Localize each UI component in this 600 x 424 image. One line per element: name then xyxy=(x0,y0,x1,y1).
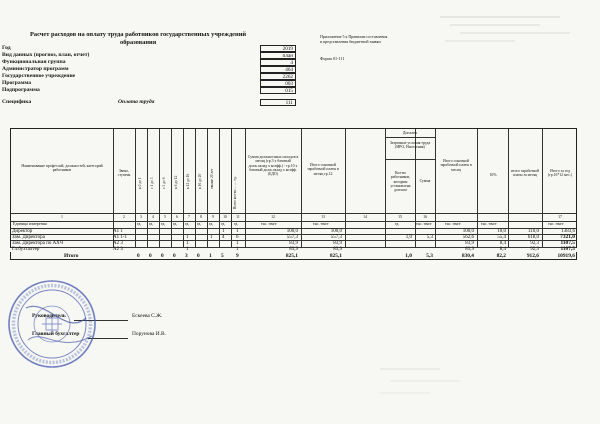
row-salary: 83,9 xyxy=(289,240,298,246)
total-pct: 82,2 xyxy=(496,252,506,259)
unit-cell: ед. xyxy=(185,221,190,226)
unit-cell: тыс. тенге xyxy=(445,221,461,226)
units-label: Единица измерения xyxy=(13,221,47,226)
th-extra-group: Доплаты xyxy=(402,131,418,135)
unit-cell: тыс. тенге xyxy=(548,221,564,226)
field-value-program: 003 xyxy=(260,80,296,87)
row-main: 100,0 xyxy=(462,228,474,234)
signature-role-accountant: Главный бухгалтер xyxy=(32,331,80,337)
signature-role-director: Руководитель xyxy=(32,313,66,319)
row-name: Гл.бухгалтер xyxy=(12,246,40,252)
field-label-specifics: Специфика xyxy=(2,99,32,105)
row-c11: 1 xyxy=(236,240,239,246)
total-label: Итого xyxy=(64,252,79,259)
th-name: Наименование профессий, должностей, категорий работников xyxy=(21,164,103,173)
row-c11: 6 xyxy=(236,234,239,240)
row-base: 557,3 xyxy=(330,234,342,240)
row-total: 110,0 xyxy=(527,228,539,234)
row-c10: 1 xyxy=(222,228,225,234)
th-cat-5: к 12 до 16 xyxy=(186,173,190,189)
field-label-institution: Государственное учреждение xyxy=(2,73,76,79)
col-num-16: 16 xyxy=(423,215,427,219)
col-num-11: 11 xyxy=(236,215,240,219)
unit-cell: ед. xyxy=(197,221,202,226)
col-num-9: 9 xyxy=(212,215,214,219)
unit-cell: тыс. тенге xyxy=(261,221,277,226)
row-c7: 1 xyxy=(186,246,189,252)
bleed-through-text xyxy=(380,360,470,410)
th-total-salary: итого заработной платы за месяц xyxy=(510,169,540,178)
row-salary: 557,3 xyxy=(286,234,298,240)
row-name: Зам. Директора xyxy=(12,234,45,240)
unit-cell: тыс. тенге xyxy=(313,221,329,226)
appendix-note: Приложение 5 к Правилам составления и представления бюджетной заявки xyxy=(320,34,388,44)
col-num-15: 15 xyxy=(398,215,402,219)
row-count: 1,0 xyxy=(405,234,412,240)
row-base: 83,9 xyxy=(333,240,342,246)
total-val: 9 xyxy=(236,252,239,259)
row-total: 92,3 xyxy=(530,246,539,252)
th-cat-1: к 0 до 1 xyxy=(138,177,142,189)
unit-cell: тыс. тенге xyxy=(481,221,497,226)
field-value-year: 2019 xyxy=(260,45,296,52)
field-value-specifics: 111 xyxy=(260,99,296,106)
official-stamp-icon xyxy=(6,278,98,370)
field-value-institution: 2262 xyxy=(260,73,296,80)
col-num-13: 13 xyxy=(321,215,325,219)
total-val: 3 xyxy=(185,252,188,259)
th-main-total: Итого основной заработной платы в месяц xyxy=(440,159,472,172)
total-val: 0 xyxy=(149,252,152,259)
total-base: 825,1 xyxy=(329,252,342,259)
row-base: 100,0 xyxy=(330,228,342,234)
total-val: 0 xyxy=(137,252,140,259)
row-c11: 1 xyxy=(236,246,239,252)
row-total: 92,3 xyxy=(530,240,539,246)
field-value-data-type: план xyxy=(260,52,296,59)
row-grade: А2 3 xyxy=(113,246,123,252)
field-label-subprogram: Подпрограмма xyxy=(2,87,40,93)
field-label-func-group: Функциональная группа xyxy=(2,59,66,65)
row-c7: 1 xyxy=(186,234,189,240)
th-annual: Итого за год (гр.16*12 мес.) xyxy=(547,169,573,178)
th-percent: 10% xyxy=(489,173,497,177)
doc-title-line2: образования xyxy=(120,39,157,46)
th-cat-3: с 3 до 6 xyxy=(162,177,166,189)
th-cat-4: к 6 до 12 xyxy=(174,175,178,189)
col-num-5: 5 xyxy=(164,215,166,219)
total-val: 0 xyxy=(173,252,176,259)
total-salary-month: 912,6 xyxy=(526,252,539,259)
col-num-17: 17 xyxy=(558,215,562,219)
row-base: 83,9 xyxy=(333,246,342,252)
col-num-10: 10 xyxy=(223,215,227,219)
th-sum: Сумма xyxy=(419,179,431,183)
row-main: 83,9 xyxy=(465,240,474,246)
total-annual: 10919,6 xyxy=(557,252,575,259)
col-num-6: 6 xyxy=(176,215,178,219)
unit-cell: ед. xyxy=(161,221,166,226)
row-sum: 5,3 xyxy=(426,234,433,240)
field-value-subprogram: 015 xyxy=(260,87,296,94)
doc-title: Расчет расходов на оплату труда работников государственных учреждений xyxy=(30,31,247,38)
unit-cell: ед. xyxy=(395,221,400,226)
row-grade: А1 1-1 xyxy=(113,234,128,240)
col-num-7: 7 xyxy=(188,215,190,219)
signature-name-director: Ескеева С.Ж. xyxy=(132,313,163,319)
row-name: Зам. Директора по АХЧ xyxy=(12,240,64,246)
row-main: 83,9 xyxy=(465,246,474,252)
row-annual: 7321,0 xyxy=(560,233,575,240)
field-label-program: Программа xyxy=(2,80,32,86)
row-salary: 83,9 xyxy=(289,246,298,252)
bleed-through-text xyxy=(440,6,590,56)
signature-name-accountant: Порунова И.В. xyxy=(132,331,166,337)
total-main: 830,4 xyxy=(461,252,474,259)
field-value-admin: 464 xyxy=(260,66,296,73)
th-worker-count: Кол-во работников, которым установлена доплата xyxy=(390,171,411,193)
col-num-8: 8 xyxy=(200,215,202,219)
row-annual: 1107,5 xyxy=(560,245,575,252)
th-cat-2: с 1 до 3 xyxy=(150,177,154,189)
row-grade: А1 1 xyxy=(113,228,123,234)
total-val: 5 xyxy=(221,252,224,259)
row-name: Директор xyxy=(12,228,33,234)
field-value-func-group: 4 xyxy=(260,59,296,66)
field-label-data-type: Вид данных (прогноз, план, отчет) xyxy=(2,52,90,58)
unit-cell: ед. xyxy=(149,221,154,226)
unit-cell: ед. xyxy=(173,221,178,226)
field-label-year: Год xyxy=(2,45,11,51)
total-val: 1 xyxy=(209,252,212,259)
row-total: 618,0 xyxy=(527,234,539,240)
row-pct: 10,0 xyxy=(497,228,506,234)
col-num-3: 3 xyxy=(140,215,142,219)
th-base-total: Итого основной заработной платы в месяц гр.12 xyxy=(307,163,339,176)
col-num-4: 4 xyxy=(152,215,154,219)
row-pct: 8,4 xyxy=(499,240,506,246)
th-total-units: Всего кол-во… … ед. xyxy=(233,176,237,209)
total-val: 0 xyxy=(197,252,200,259)
th-cat-7: свыше 20 лет xyxy=(210,168,214,189)
col-num-12: 12 xyxy=(271,215,275,219)
th-conditions: Затратные условия труда (ИРО, Ниселения) xyxy=(389,141,431,150)
row-annual: 1383,6 xyxy=(561,228,575,234)
unit-cell: ед. xyxy=(234,221,239,226)
row-c11: 1 xyxy=(236,228,239,234)
total-val: 0 xyxy=(161,252,164,259)
row-grade: А2 3 xyxy=(113,240,123,246)
row-pct: 8,4 xyxy=(499,246,506,252)
row-c7: 1 xyxy=(186,240,189,246)
total-salary: 825,1 xyxy=(285,252,298,259)
form-code: Форма 01-111 xyxy=(320,56,345,61)
col-num-14: 14 xyxy=(363,215,367,219)
row-c9: 1 xyxy=(210,234,213,240)
field-label-admin: Администратор программ xyxy=(2,66,69,72)
unit-cell: тыс. тенге xyxy=(416,221,432,226)
specifics-name: Оплата труда xyxy=(118,99,155,105)
th-salary: Сумма должностных окладов в месяц (гр.3 х базовый долж.оклад х коэфф.) - гр.10 х базовый долж.оклад х коэфф.(БДО) xyxy=(247,155,299,177)
th-grade: Звено, ступень xyxy=(117,169,131,178)
unit-cell: ед. xyxy=(209,221,214,226)
row-annual: 1107,5 xyxy=(560,239,575,246)
row-pct: 55,4 xyxy=(497,234,506,240)
row-c10: 4 xyxy=(222,234,225,240)
total-count: 1,0 xyxy=(405,252,412,259)
col-num-1: 1 xyxy=(61,215,63,219)
th-cat-6: к 16 до 20 xyxy=(198,173,202,189)
row-main: 562,6 xyxy=(462,234,474,240)
total-sum: 5,3 xyxy=(426,252,433,259)
unit-cell: ед. xyxy=(137,221,142,226)
unit-cell: ед. xyxy=(221,221,226,226)
col-num-2: 2 xyxy=(123,215,125,219)
row-salary: 100,0 xyxy=(286,228,298,234)
